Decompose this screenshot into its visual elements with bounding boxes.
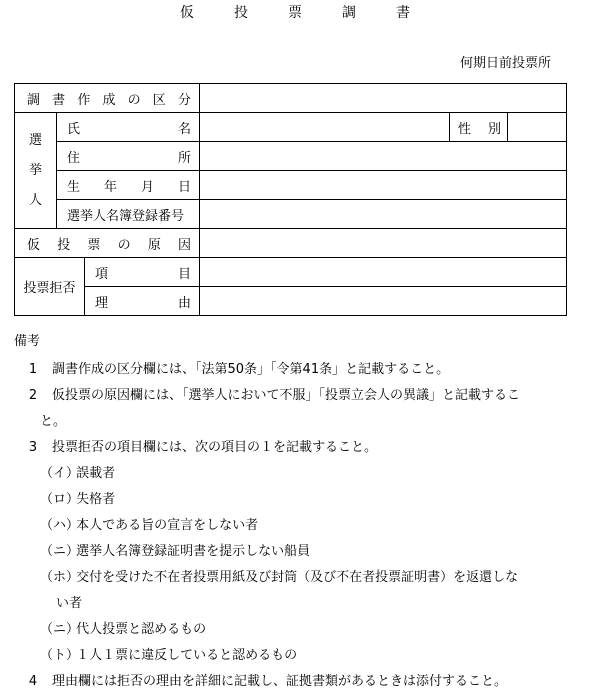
- record-form-table: [14, 83, 567, 316]
- remark-item: 2 仮投票の原因欄には、「選挙人において不服」「投票立会人の異議」と記載するこ: [28, 388, 521, 403]
- row-dob: [15, 171, 567, 200]
- row-refusal-item: [15, 258, 567, 287]
- value-provisional-reason[interactable]: [200, 229, 567, 258]
- remark-item: 1 調書作成の区分欄には、「法第50条」「令第41条」と記載すること。: [28, 362, 450, 377]
- title-char: 票: [288, 5, 302, 21]
- remark-subitem: （ホ） 交付を受けた不在者投票用紙及び封筒（及び不在者投票証明書）を返還しな: [40, 570, 519, 585]
- remarks-section: [14, 330, 584, 695]
- row-reason: [15, 229, 567, 258]
- remark-subitem: （ロ） 失格者: [40, 492, 116, 507]
- title-char: 調: [342, 5, 356, 21]
- label-voter: 選 挙 人: [15, 113, 57, 229]
- row-name: [15, 113, 567, 142]
- label-name: 氏 名: [57, 113, 200, 142]
- row-registry: [15, 200, 567, 229]
- row-refusal-reason: [15, 287, 567, 316]
- label-registry: 選挙人名簿登録番号: [57, 200, 200, 229]
- remark-subitem: （ニ） 代人投票と認めるもの: [40, 622, 207, 637]
- value-refusal-reason[interactable]: [200, 287, 567, 316]
- label-refusal-reason: 理 由: [85, 287, 200, 316]
- label-item: 項 目: [85, 258, 200, 287]
- remark-item: 3 投票拒否の項目欄には、次の項目の１を記載すること。: [28, 440, 378, 455]
- label-address: 住 所: [57, 142, 200, 171]
- value-dob[interactable]: [200, 171, 567, 200]
- polling-office: 何期日前投票所: [459, 56, 551, 71]
- row-record-type: [15, 84, 567, 113]
- remarks-heading: 備考: [14, 334, 41, 349]
- value-name[interactable]: [200, 113, 450, 142]
- remark-subitem: （ト） １人１票に違反していると認めるもの: [40, 648, 298, 663]
- remark-subitem: （イ） 誤載者: [40, 466, 116, 481]
- remark-subitem: （ニ） 選挙人名簿登録証明書を提示しない船員: [40, 544, 311, 559]
- remark-subitem: （ハ） 本人である旨の宣言をしない者: [40, 518, 259, 533]
- label-record-type: 調 書 作 成 の 区 分: [15, 84, 200, 113]
- title-char: 投: [234, 5, 248, 21]
- label-provisional-reason: 仮 投 票 の 原 因: [15, 229, 200, 258]
- title-char: 書: [396, 5, 410, 21]
- title-char: 仮: [180, 5, 194, 21]
- value-record-type[interactable]: [200, 84, 567, 113]
- value-registry[interactable]: [200, 200, 567, 229]
- remark-item-continued: と。: [40, 414, 67, 429]
- document-title: [180, 2, 410, 22]
- label-refusal: 投票拒否: [15, 258, 85, 316]
- remark-item: 4 理由欄には拒否の理由を詳細に記載し、証拠書類があるときは添付すること。: [28, 674, 508, 689]
- label-gender: 性 別: [450, 113, 508, 142]
- value-address[interactable]: [200, 142, 567, 171]
- value-gender[interactable]: [508, 113, 567, 142]
- label-dob: 生 年 月 日: [57, 171, 200, 200]
- value-item[interactable]: [200, 258, 567, 287]
- row-address: [15, 142, 567, 171]
- remark-subitem-continued: い者: [56, 596, 83, 611]
